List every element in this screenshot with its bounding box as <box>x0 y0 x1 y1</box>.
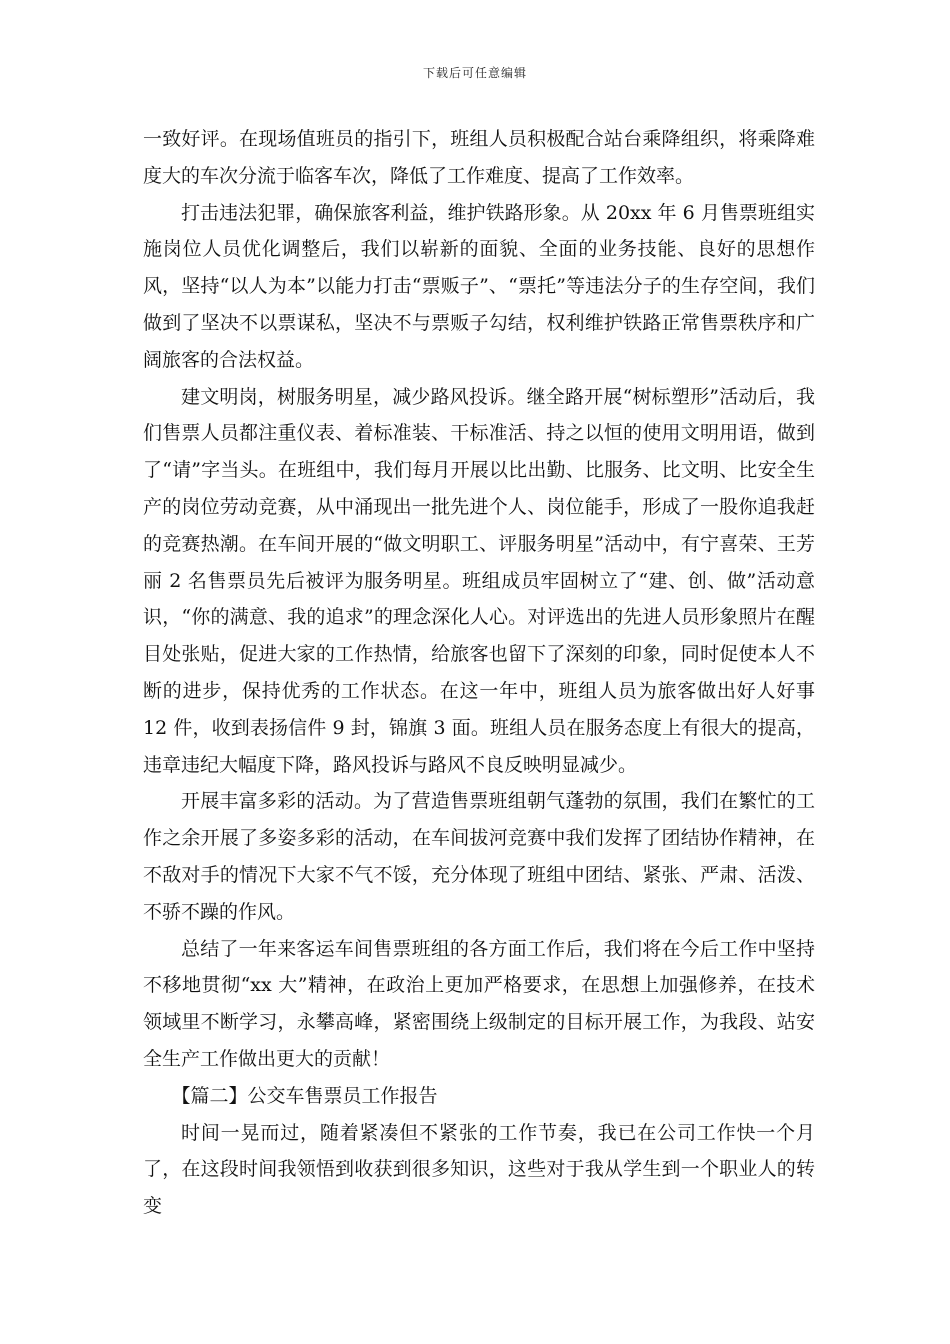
paragraph-civilized-post: 建文明岗，树服务明星，减少路风投诉。继全路开展“树标塑形”活动后，我们售票人员都注重仪表、着标准装、干标准活、持之以恒的使用文明用语，做到了“请”字当头。在班组中，我们每月开展以比出勤、比服务、比文明、比安全生产的岗位劳动竞赛，从中涌现出一批先进个人、岗位能手，形成了一股你追我赶的竞赛热潮。在车间开展的“做文明职工、评服务明星”活动中，有宁喜荣、王芳丽 2 名售票员先后被评为服务明星。班组成员牢固树立了“建、创、做”活动意识，“你的满意、我的追求”的理念深化人心。对评选出的先进人员形象照片在醒目处张贴，促进大家的工作热情，给旅客也留下了深刻的印象，同时促使本人不断的进步，保持优秀的工作状态。在这一年中，班组人员为旅客做出好人好事 12 件，收到表扬信件 9 封，锦旗 3 面。班组人员在服务态度上有很大的提高，违章违纪大幅度下降，路风投诉与路风不良反映明显减少。 <box>143 385 815 776</box>
paragraph-part-two-intro: 时间一晃而过，随着紧凑但不紧张的工作节奏，我已在公司工作快一个月了，在这段时间我领悟到收获到很多知识，这些对于我从学生到一个职业人的转变 <box>143 1121 815 1218</box>
header-note: 下载后可任意编辑 <box>422 66 527 80</box>
paragraph-summary: 总结了一年来客运车间售票班组的各方面工作后，我们将在今后工作中坚持不移地贯彻“xx 大”精神，在政治上更加严格要求，在思想上加强修养，在技术领域里不断学习，永攀高峰，紧密围绕上级制定的目标开展工作，为我段、站安全生产工作做出更大的贡献！ <box>143 937 815 1070</box>
document-body <box>143 121 815 1225</box>
paragraph-activities: 开展丰富多彩的活动。为了营造售票班组朝气蓬勃的氛围，我们在繁忙的工作之余开展了多姿多彩的活动，在车间拔河竞赛中我们发挥了团结协作精神，在不敌对手的情况下大家不气不馁，充分体现了班组中团结、紧张、严肃、活泼、不骄不躁的作风。 <box>143 790 815 923</box>
paragraph-continuation: 一致好评。在现场值班员的指引下，班组人员积极配合站台乘降组织，将乘降难度大的车次分流于临客车次，降低了工作难度、提高了工作效率。 <box>143 128 815 187</box>
paragraph-anti-crime: 打击违法犯罪，确保旅客利益，维护铁路形象。从 20xx 年 6 月售票班组实施岗位人员优化调整后，我们以崭新的面貌、全面的业务技能、良好的思想作风，坚持“以人为本”以能力打击“票贩子”、“票托”等违法分子的生存空间，我们做到了坚决不以票谋私，坚决不与票贩子勾结，权利维护铁路正常售票秩序和广阔旅客的合法权益。 <box>143 201 815 371</box>
section-heading-part-two: 【篇二】公交车售票员工作报告 <box>171 1084 438 1107</box>
